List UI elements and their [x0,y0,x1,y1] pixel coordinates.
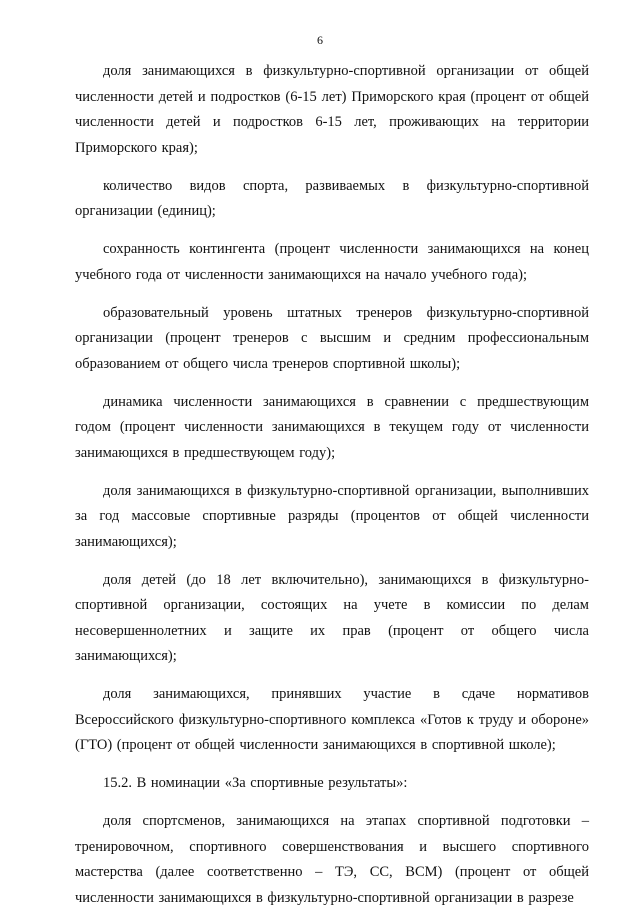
paragraph-enrollment-dynamics: динамика численности занимающихся в сравнении с предшествующим годом (процент численности занимающихся в текущем году от численности занимающихся в предшествующем году); [75,393,589,461]
paragraph-registered-minors-share: доля детей (до 18 лет включительно), занимающихся в физкультурно-спортивной организации, состоящих на учете в комиссии по делам несовершеннолетних и защите их прав (процент от общего числа занимающихся); [75,571,589,664]
paragraph-athletes-share-by-stage: доля спортсменов, занимающихся на этапах спортивной подготовки – тренировочном, спортивного совершенствования и высшего спортивного мастерства (далее соответственно – ТЭ, СС, ВСМ) (процент от общей численности занимающихся в физкультурно-спортивной организации в разрезе [75,813,589,906]
paragraph-share-of-children-enrolled: доля занимающихся в физкультурно-спортивной организации от общей численности детей и подростков (6-15 лет) Приморского края (процент от общей численности детей и подростков 6-15 лет, проживающих на территории Приморского края); [75,63,589,156]
paragraph-trainer-education-level: образовательный уровень штатных тренеров физкультурно-спортивной организации (процент тренеров с высшим и средним профессиональным образованием от общего числа тренеров спортивной школы); [75,304,589,372]
page-number: 6 [317,33,323,47]
paragraph-contingent-retention: сохранность контингента (процент численности занимающихся на конец учебного года от численности занимающихся на начало учебного года); [75,241,589,283]
paragraph-number-of-sports: количество видов спорта, развиваемых в физкультурно-спортивной организации (единиц); [75,177,589,219]
paragraph-sport-ranks-share: доля занимающихся в физкультурно-спортивной организации, выполнивших за год массовые спортивные разряды (процентов от общей численности занимающихся); [75,482,589,550]
paragraph-gto-participation: доля занимающихся, принявших участие в сдаче нормативов Всероссийского физкультурно-спортивного комплекса «Готов к труду и обороне» (ГТО) (процент от общей численности занимающихся в спортивной школе); [75,686,589,753]
body-text [75,59,589,924]
section-heading-sport-results: 15.2. В номинации «За спортивные результаты»: [103,775,408,791]
